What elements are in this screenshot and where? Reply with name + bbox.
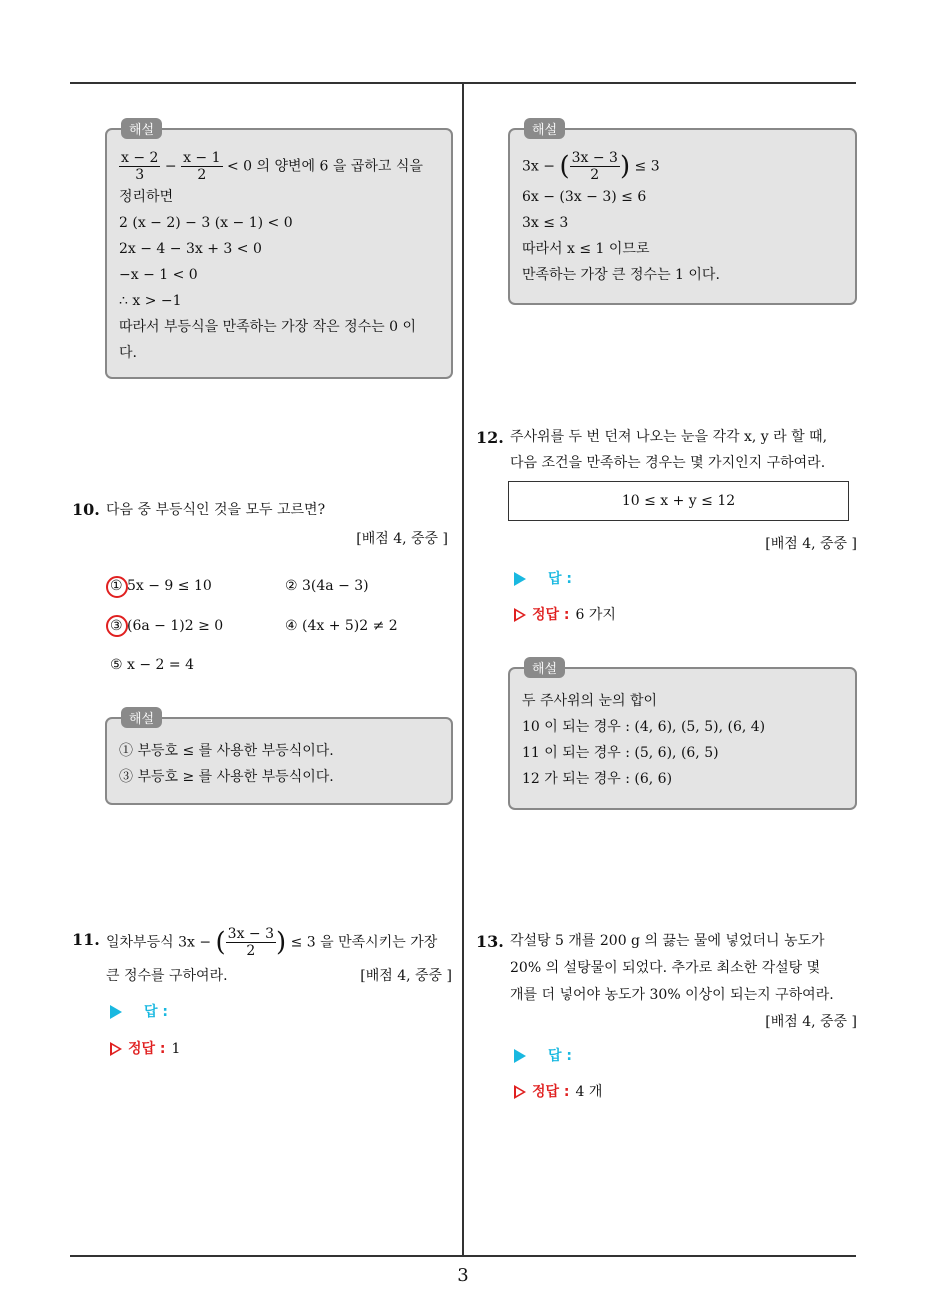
choice-2[interactable]: ② 3(4a − 3) (285, 578, 369, 594)
explanation-line: 3x ≤ 3 (522, 215, 569, 231)
correct-answer-row: 정답 : 1 (110, 1038, 180, 1058)
question-text: 개를 더 넣어야 농도가 30% 이상이 되는지 구하여라. (510, 987, 834, 1003)
explanation-line: 11 이 되는 경우 : (5, 6), (6, 5) (522, 745, 719, 761)
answer-row: 답 : (110, 1001, 168, 1021)
choice-1[interactable]: ① 5x − 9 ≤ 10 (110, 578, 212, 594)
answer-row: 답 : (514, 568, 572, 588)
question-text: 주사위를 두 번 던져 나오는 눈을 각각 x, y 라 할 때, (510, 429, 828, 445)
choice-4[interactable]: ④ (4x + 5)2 ≠ 2 (285, 618, 398, 634)
explanation-line: 두 주사위의 눈의 합이 (522, 693, 658, 709)
explanation-line: −x − 1 < 0 (119, 267, 198, 283)
explanation-line: ∴ x > −1 (119, 293, 182, 309)
explanation-line: 다. (119, 345, 137, 361)
explanation-line: 10 이 되는 경우 : (4, 6), (5, 5), (6, 4) (522, 719, 766, 735)
page-number: 3 (457, 1265, 469, 1286)
explanation-tag: 해설 (121, 118, 162, 139)
explanation-line: ① 부등호 ≤ 를 사용한 부등식이다. (119, 743, 334, 759)
question-number: 12. (476, 428, 504, 447)
play-arrow-icon (110, 1005, 122, 1019)
explanation-tag: 해설 (121, 707, 162, 728)
explanation-box-prev-left (105, 123, 453, 379)
correct-answer-row: 정답 : 6 가지 (514, 604, 616, 624)
explanation-line: 12 가 되는 경우 : (6, 6) (522, 771, 673, 787)
score-label: [배점 4, 중중 ] (356, 531, 448, 547)
correct-answer-row: 정답 : 4 개 (514, 1081, 602, 1101)
outline-arrow-icon (514, 608, 526, 622)
explanation-line: 만족하는 가장 큰 정수는 1 이다. (522, 267, 720, 283)
play-arrow-icon (514, 572, 526, 586)
question-text: 다음 조건을 만족하는 경우는 몇 가지인지 구하여라. (510, 455, 826, 471)
explanation-line: 따라서 부등식을 만족하는 가장 작은 정수는 0 이 (119, 319, 417, 335)
answer-row: 답 : (514, 1045, 572, 1065)
question-number: 10. (72, 500, 100, 519)
choice-5[interactable]: ⑤ x − 2 = 4 (110, 657, 194, 673)
outline-arrow-icon (514, 1085, 526, 1099)
score-label: [배점 4, 중중 ] (360, 968, 452, 984)
explanation-line: ③ 부등호 ≥ 를 사용한 부등식이다. (119, 769, 334, 785)
question-text: 20% 의 설탕물이 되었다. 추가로 최소한 각설탕 몇 (510, 960, 821, 976)
explanation-line: 3x − ( $\frac{3x - 3}{2}$ ) ≤ 3 (522, 150, 660, 183)
condition-box (508, 481, 849, 521)
explanation-box-prev-right (508, 123, 857, 305)
question-number: 11. (72, 930, 100, 949)
score-label: [배점 4, 중중 ] (765, 1014, 857, 1030)
question-text: 다음 중 부등식인 것을 모두 고르면? (106, 502, 326, 518)
question-number: 13. (476, 932, 504, 951)
explanation-line: 6x − (3x − 3) ≤ 6 (522, 189, 647, 205)
explanation-line: 정리하면 (119, 189, 174, 205)
explanation-tag: 해설 (524, 118, 565, 139)
explanation-line: 2 (x − 2) − 3 (x − 1) < 0 (119, 215, 293, 231)
question-text: 큰 정수를 구하여라. (106, 968, 228, 984)
explanation-line: $\frac{x - 2}{3}$ − $\frac{x - 1}{2}$ < 0 의 양변에 6 을 곱하고 식을 (121, 150, 423, 183)
explanation-tag: 해설 (524, 657, 565, 678)
choice-3[interactable]: ③ (6a − 1)2 ≥ 0 (110, 618, 224, 634)
condition-text: 10 ≤ x + y ≤ 12 (621, 493, 736, 509)
score-label: [배점 4, 중중 ] (765, 536, 857, 552)
explanation-line: 2x − 4 − 3x + 3 < 0 (119, 241, 262, 257)
question-text: 각설탕 5 개를 200 g 의 끓는 물에 넣었더니 농도가 (510, 933, 825, 949)
outline-arrow-icon (110, 1042, 122, 1056)
play-arrow-icon (514, 1049, 526, 1063)
question-text: 일차부등식 3x − ( $\frac{3x - 3}{2}$ ) ≤ 3 을 만족시키는 가장 (106, 926, 438, 959)
explanation-box-q10 (105, 712, 453, 805)
column-divider (462, 82, 464, 1256)
bottom-rule (70, 1255, 856, 1257)
explanation-box-q12 (508, 662, 857, 810)
explanation-line: 따라서 x ≤ 1 이므로 (522, 241, 650, 257)
